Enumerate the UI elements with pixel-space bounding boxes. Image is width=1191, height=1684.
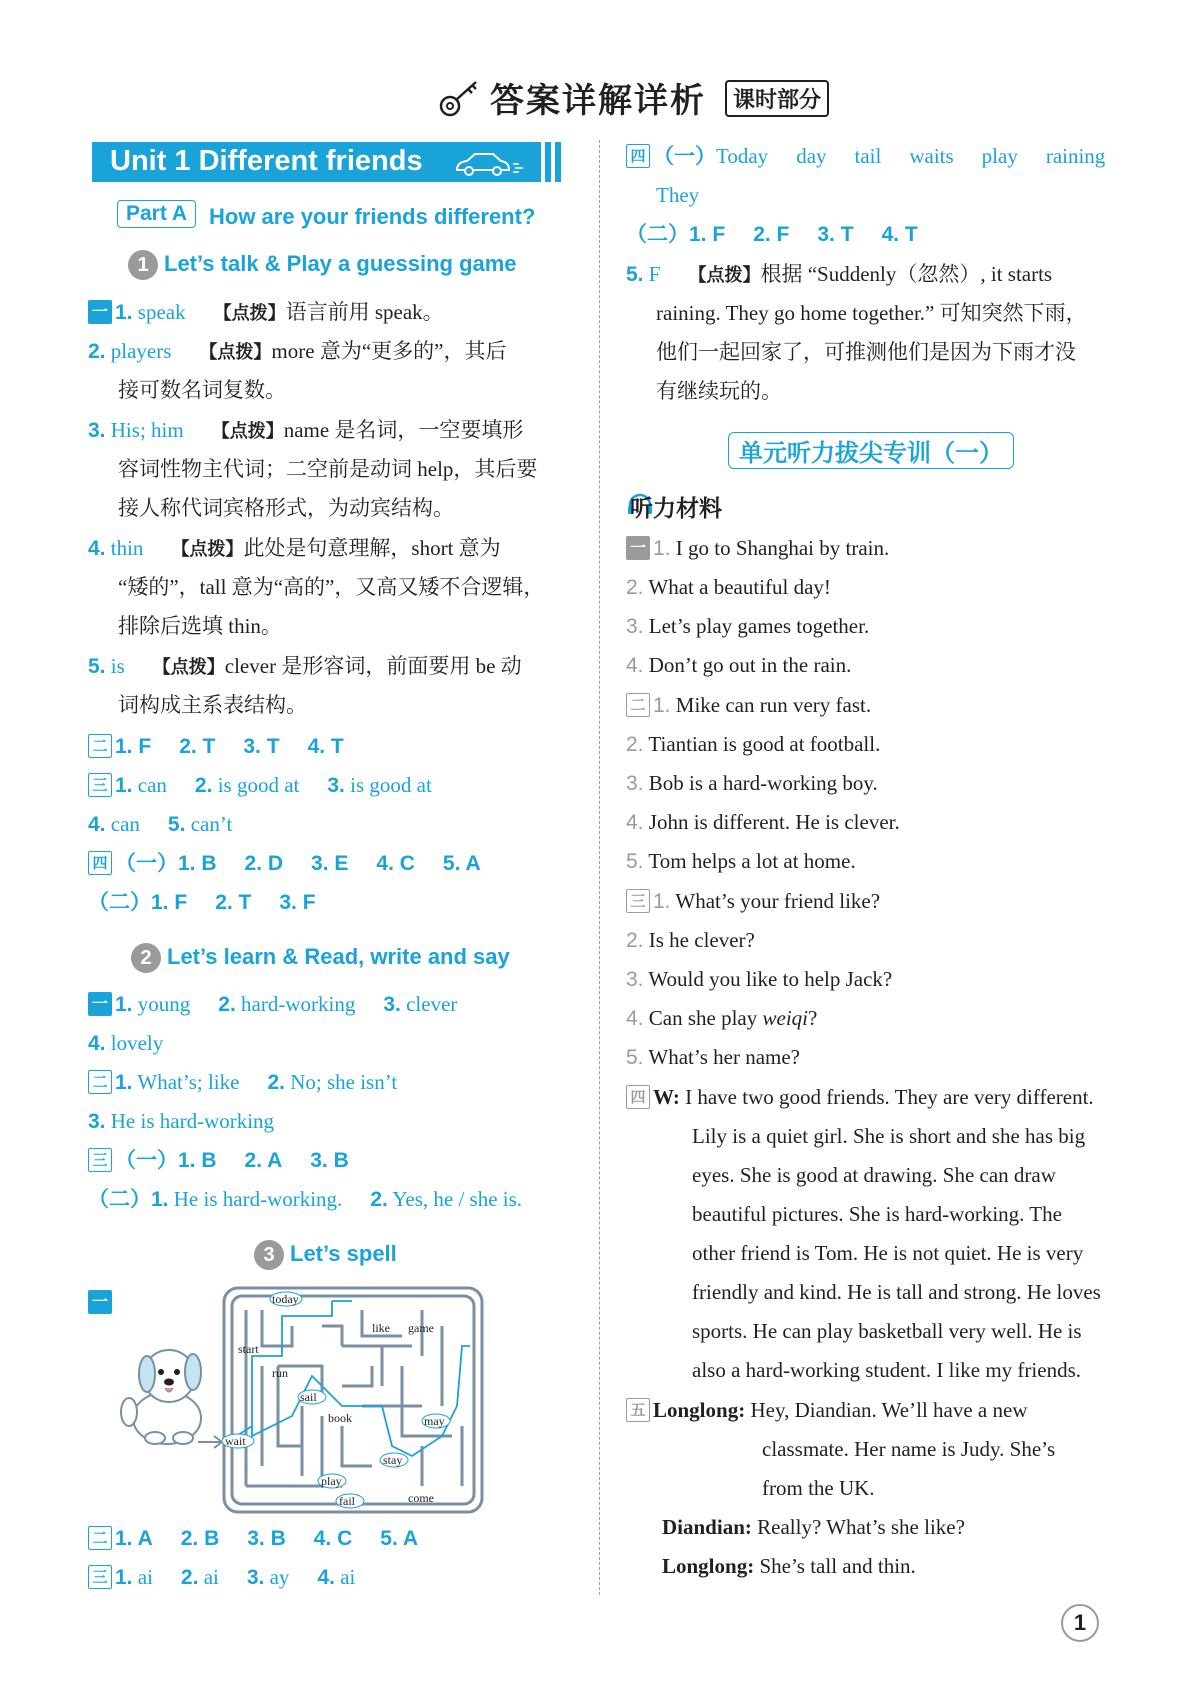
listening-line: sports. He can play basketball very well. He is — [692, 1319, 1082, 1343]
answer-line — [88, 1288, 115, 1316]
question-tag: 四 — [626, 1085, 650, 1109]
listening-line: 一 1. I go to Shanghai by train. — [626, 534, 889, 563]
listening-line: Longlong: She’s tall and thin. — [662, 1554, 916, 1578]
listening-line: 3. Would you like to help Jack? — [626, 967, 893, 991]
part-a-title: How are your friends different? — [209, 204, 536, 229]
column-divider — [599, 140, 600, 1595]
maze-word: today — [272, 1292, 299, 1306]
maze-word: like — [372, 1321, 390, 1335]
listening-line: from the UK. — [762, 1476, 875, 1500]
answer-line: 一 1. speak 【点拨】语言前用 speak。 — [88, 298, 444, 328]
listening-line: 四 W: I have two good friends. They are very different. — [626, 1083, 1094, 1111]
unit-banner-bars — [545, 142, 569, 182]
answer-line: 4. lovely — [88, 1031, 164, 1055]
listening-line: Diandian: Really? What’s she like? — [662, 1515, 965, 1539]
listening-line: 4. Can she play weiqi? — [626, 1006, 818, 1030]
answer-line: 有继续玩的。 — [656, 379, 782, 403]
answer-line: raining. They go home together.” 可知突然下雨， — [656, 301, 1087, 325]
question-tag: 三 — [626, 889, 650, 913]
special-training-title: 单元听力拔尖专训（一） — [728, 432, 1014, 469]
answer-line: 5. F 【点拨】根据 “Suddenly（忽然）, it starts — [626, 262, 1053, 286]
listening-line: also a hard-working student. I like my friends. — [692, 1358, 1081, 1382]
answer-line: 四 （一）Today day tail waits play raining — [626, 142, 1105, 171]
answer-line: 四 （一）1. B 2. D 3. E 4. C 5. A — [88, 849, 481, 878]
listening-line: 3. Bob is a hard-working boy. — [626, 771, 878, 795]
answer-line: 三 1. can 2. is good at 3. is good at — [88, 771, 432, 800]
section-number: 3 — [254, 1240, 284, 1270]
question-tag: 二 — [88, 1526, 112, 1550]
car-icon — [453, 150, 533, 178]
answer-line: 4. can 5. can’t — [88, 812, 233, 836]
maze-word: run — [272, 1366, 288, 1380]
question-tag: 四 — [88, 851, 112, 875]
listening-line: Lily is a quiet girl. She is short and she has big — [692, 1124, 1086, 1148]
listening-line: eyes. She is good at drawing. She can draw — [692, 1163, 1056, 1187]
maze-word: sail — [300, 1390, 317, 1404]
answer-line: 三 （一）1. B 2. A 3. B — [88, 1146, 349, 1175]
listening-line: 4. John is different. He is clever. — [626, 810, 900, 834]
maze-word: fail — [339, 1494, 355, 1508]
section-3-heading — [254, 1240, 397, 1270]
maze-word: wait — [225, 1434, 246, 1448]
listening-line: 2. Is he clever? — [626, 928, 755, 952]
question-tag: 五 — [626, 1398, 650, 1422]
section-number: 2 — [131, 943, 161, 973]
question-tag: 二 — [626, 693, 650, 717]
listening-line: 2. Tiantian is good at football. — [626, 732, 881, 756]
answer-line: 2. players 【点拨】more 意为“更多的”，其后 — [88, 339, 507, 363]
answer-line: 容词性物主代词；二空前是动词 help，其后要 — [118, 457, 538, 481]
listening-line: 5. What’s her name? — [626, 1045, 800, 1069]
question-tag: 三 — [88, 1148, 112, 1172]
part-a-label: Part A — [117, 200, 196, 228]
maze-word: play — [321, 1474, 342, 1488]
listening-line: 三 1. What’s your friend like? — [626, 887, 880, 916]
section-badge: 课时部分 — [725, 80, 829, 117]
section-title: Let’s learn & Read, write and say — [167, 943, 510, 969]
answer-line: 4. thin 【点拨】此处是句意理解，short 意为 — [88, 536, 501, 560]
question-tag: 三 — [88, 773, 112, 797]
answer-line: 5. is 【点拨】clever 是形容词，前面要用 be 动 — [88, 654, 522, 678]
question-tag: 一 — [88, 1290, 112, 1314]
answer-line: 二 1. A 2. B 3. B 4. C 5. A — [88, 1524, 418, 1553]
listening-line: 五 Longlong: Hey, Diandian. We’ll have a new — [626, 1396, 1028, 1424]
section-number: 1 — [128, 250, 158, 280]
answer-line: “矮的”，tall 意为“高的”，又高又矮不合逻辑， — [118, 575, 545, 599]
answer-line: 词构成主系表结构。 — [118, 693, 307, 717]
listening-line: classmate. Her name is Judy. She’s — [762, 1437, 1056, 1461]
section-2-heading — [131, 943, 510, 973]
maze-word: game — [408, 1321, 434, 1335]
page-header-title: 答案详解详析 — [490, 81, 706, 121]
listening-line: 2. What a beautiful day! — [626, 575, 831, 599]
section-title: Let’s talk & Play a guessing game — [164, 250, 517, 276]
answer-line: 二 1. F 2. T 3. T 4. T — [88, 732, 344, 761]
answer-line: 三 1. ai 2. ai 3. ay 4. ai — [88, 1563, 355, 1592]
listening-line: 5. Tom helps a lot at home. — [626, 849, 856, 873]
answer-line: They — [656, 183, 700, 207]
listening-line: 二 1. Mike can run very fast. — [626, 691, 871, 720]
question-tag: 一 — [626, 536, 650, 560]
answer-line: 接人称代词宾格形式，为动宾结构。 — [118, 496, 454, 520]
page-number: 1 — [1061, 1604, 1099, 1642]
answer-line: 排除后选填 thin。 — [118, 614, 282, 638]
question-tag: 四 — [626, 144, 650, 168]
answer-line: 一 1. young 2. hard-working 3. clever — [88, 990, 457, 1019]
answer-line: （二）1. F 2. T 3. F — [88, 891, 316, 914]
question-tag: 二 — [88, 734, 112, 758]
question-tag: 一 — [88, 992, 112, 1016]
listening-line: beautiful pictures. She is hard-working. The — [692, 1202, 1062, 1226]
answer-line: 他们一起回家了，可推测他们是因为下雨才没 — [656, 340, 1076, 364]
listening-material-title: 听力材料 — [630, 496, 722, 522]
dog-illustration — [115, 1338, 215, 1446]
listening-line: 3. Let’s play games together. — [626, 614, 870, 638]
question-tag: 一 — [88, 300, 112, 324]
maze-word: stay — [383, 1453, 403, 1467]
listening-line: friendly and kind. He is tall and strong. He loves — [692, 1280, 1101, 1304]
maze-word: start — [238, 1342, 259, 1356]
maze-diagram — [222, 1286, 484, 1514]
listening-line: other friend is Tom. He is not quiet. He is very — [692, 1241, 1084, 1265]
answer-line: （二）1. He is hard-working. 2. Yes, he / she is. — [88, 1187, 523, 1211]
answer-line: （二）1. F 2. F 3. T 4. T — [626, 223, 918, 246]
section-1-heading — [128, 250, 517, 280]
key-icon — [438, 76, 486, 120]
section-title: Let’s spell — [290, 1240, 397, 1266]
answer-line: 3. His; him 【点拨】name 是名词，一空要填形 — [88, 418, 524, 442]
maze-word: come — [408, 1491, 434, 1505]
answer-line: 二 1. What’s; like 2. No; she isn’t — [88, 1068, 397, 1097]
unit-title: Unit 1 Different friends — [110, 145, 423, 177]
maze-word: book — [328, 1411, 352, 1425]
answer-line: 接可数名词复数。 — [118, 378, 286, 402]
answer-line: 3. He is hard-working — [88, 1109, 275, 1133]
maze-word: may — [424, 1414, 445, 1428]
question-tag: 二 — [88, 1070, 112, 1094]
question-tag: 三 — [88, 1565, 112, 1589]
listening-line: 4. Don’t go out in the rain. — [626, 653, 852, 677]
